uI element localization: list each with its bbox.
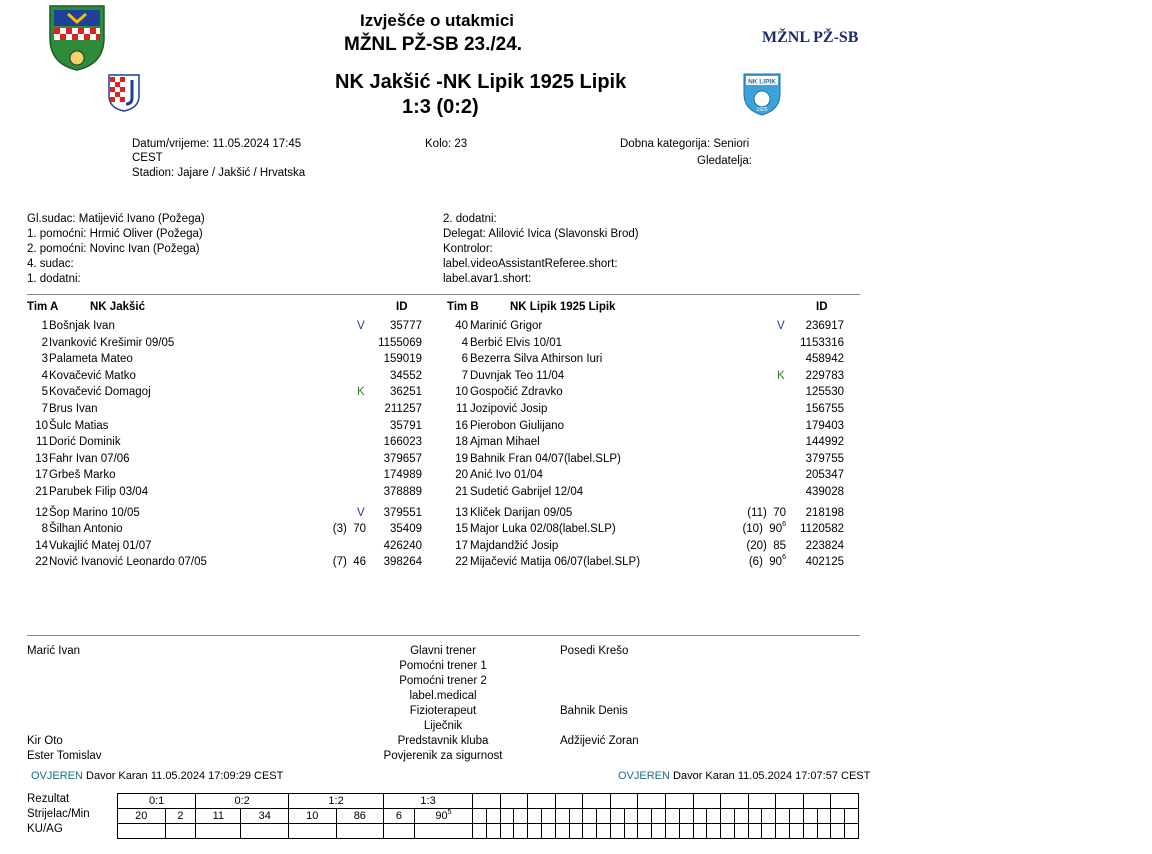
card-cell xyxy=(500,824,514,839)
player-number: 14 xyxy=(35,539,48,552)
player-name: Bahnik Fran 04/07(label.SLP) xyxy=(470,452,621,465)
card-cell xyxy=(624,824,638,839)
added-time: 6 xyxy=(782,521,786,529)
player-number: 7 xyxy=(461,369,468,382)
stadium: Stadion: Jajare / Jakšić / Hrvatska xyxy=(132,167,306,179)
player-name: Marinić Grigor xyxy=(470,320,543,332)
player-number: 40 xyxy=(455,320,468,332)
minute-cell xyxy=(514,809,528,824)
card-cell xyxy=(583,824,597,839)
card-cell xyxy=(679,824,693,839)
player-id: 379657 xyxy=(383,452,422,465)
player-name: Kovačević Domagoj xyxy=(49,386,151,399)
round: Kolo: 23 xyxy=(425,138,468,150)
player-number: 21 xyxy=(455,486,468,498)
player-name: Jozipović Josip xyxy=(470,403,548,415)
player-name: Bezerra Silva Athirson Iuri xyxy=(470,353,603,366)
result-cell xyxy=(500,794,528,809)
player-name: Dorić Dominik xyxy=(49,436,121,449)
player-number: 11 xyxy=(36,436,48,449)
player-number: 22 xyxy=(455,556,468,569)
player-number: 19 xyxy=(455,452,468,465)
spectators: Gledatelja: xyxy=(697,155,752,167)
scorer-number-cell xyxy=(528,809,542,824)
player-id: 1155069 xyxy=(378,336,422,349)
report-title: Izvješće o utakmici xyxy=(360,11,515,30)
card-cell xyxy=(384,824,415,839)
card-cell xyxy=(118,824,166,839)
player-id: 378889 xyxy=(383,486,422,498)
minute-cell xyxy=(569,809,583,824)
official-line: label.videoAssistantReferee.short: xyxy=(443,258,618,270)
added-time: 6 xyxy=(782,554,786,562)
player-number: 8 xyxy=(41,523,48,536)
scorer-number-cell xyxy=(583,809,597,824)
scorer-number-cell xyxy=(500,809,514,824)
staff-role: Pomoćni trener 2 xyxy=(399,675,487,687)
divider-teams xyxy=(27,294,860,295)
player-role-mark: V xyxy=(357,506,365,519)
scorer-number-cell xyxy=(748,809,762,824)
scorer-number-cell xyxy=(803,809,817,824)
player-name: Ajman Mihael xyxy=(470,436,540,449)
player-name: Fahr Ivan 07/06 xyxy=(49,452,130,465)
staff-role: Predstavnik kluba xyxy=(397,735,489,747)
card-cell xyxy=(597,824,611,839)
player-name: Parubek Filip 03/04 xyxy=(49,486,149,498)
verified-label-left: OVJEREN xyxy=(31,770,83,782)
player-id: 402125 xyxy=(805,556,844,569)
card-cell xyxy=(528,824,542,839)
player-name: Brus Ivan xyxy=(49,403,98,415)
minute-cell xyxy=(597,809,611,824)
player-name: Sudetić Gabrijel 12/04 xyxy=(470,486,584,498)
staff-left-name: Kir Oto xyxy=(27,735,63,747)
verified-text-left: Davor Karan 11.05.2024 17:09:29 CEST xyxy=(86,770,284,782)
official-line: 2. pomoćni: Novinc Ivan (Požega) xyxy=(27,243,200,255)
card-cell xyxy=(165,824,196,839)
minute-cell: 34 xyxy=(241,809,289,824)
minute-cell xyxy=(624,809,638,824)
player-id: 236917 xyxy=(805,320,844,332)
player-id: 174989 xyxy=(383,469,422,482)
verified-right xyxy=(618,770,870,782)
result-cell xyxy=(638,794,666,809)
league-label: MŽNL PŽ-SB xyxy=(762,29,859,46)
player-number: 21 xyxy=(35,486,48,498)
player-number: 1 xyxy=(41,320,48,332)
row-label-scorer: Strijelac/Min xyxy=(27,808,90,820)
result-cell xyxy=(583,794,611,809)
result-cell xyxy=(776,794,804,809)
staff-right-name: Adžijević Zoran xyxy=(560,735,639,747)
team-b-name: NK Lipik 1925 Lipik xyxy=(510,301,616,313)
player-number: 16 xyxy=(455,419,468,432)
card-cell xyxy=(748,824,762,839)
minute-cell xyxy=(817,809,831,824)
minute-cell xyxy=(707,809,721,824)
club-crest-left xyxy=(48,4,106,72)
player-id: 34552 xyxy=(390,369,422,382)
card-cell xyxy=(803,824,817,839)
minute-cell xyxy=(486,809,500,824)
team-b-label: Tim B xyxy=(447,301,479,313)
card-cell xyxy=(734,824,748,839)
verified-left xyxy=(31,770,283,782)
result-cell xyxy=(721,794,749,809)
added-time: 5 xyxy=(447,809,452,816)
player-number: 7 xyxy=(41,403,48,415)
official-line: 4. sudac: xyxy=(27,258,74,270)
player-id: 159019 xyxy=(383,353,422,366)
player-number: 4 xyxy=(41,369,48,382)
card-cell xyxy=(555,824,569,839)
player-id: 439028 xyxy=(805,486,844,498)
timezone: CEST xyxy=(132,152,163,164)
scorer-number-cell: 6 xyxy=(384,809,415,824)
scorer-number-cell xyxy=(555,809,569,824)
result-cell: 1:2 xyxy=(289,794,384,809)
player-id: 398264 xyxy=(383,556,422,569)
minute-cell: $90^5$ xyxy=(414,809,472,824)
card-cell xyxy=(845,824,859,839)
substitution-info: (7) 46 xyxy=(332,556,366,569)
player-number: 6 xyxy=(461,353,468,366)
staff-role: label.medical xyxy=(409,690,477,702)
card-cell xyxy=(196,824,241,839)
minute-cell xyxy=(845,809,859,824)
scorer-number-cell xyxy=(473,809,487,824)
player-number: 10 xyxy=(35,419,48,432)
row-label-result: Rezultat xyxy=(27,793,70,805)
player-id: 156755 xyxy=(805,403,844,415)
card-cell xyxy=(289,824,337,839)
result-cell: 0:2 xyxy=(196,794,289,809)
substitution-info: (6) $90^6$ xyxy=(748,554,786,569)
staff-left-name: Ester Tomislav xyxy=(27,750,102,762)
player-name: Berbić Elvis 10/01 xyxy=(470,336,563,349)
player-id: 36251 xyxy=(390,386,422,399)
staff-left-name: Marić Ivan xyxy=(27,645,81,657)
scorer-number-cell: 10 xyxy=(289,809,337,824)
scorer-number-cell xyxy=(776,809,790,824)
staff-role: Fizioterapeut xyxy=(409,705,477,717)
scorer-number-cell xyxy=(693,809,707,824)
competition-title: MŽNL PŽ-SB 23./24. xyxy=(344,34,523,55)
substitution-info: (11) 70 xyxy=(747,506,786,519)
minute-cell xyxy=(790,809,804,824)
card-cell xyxy=(707,824,721,839)
card-cell xyxy=(569,824,583,839)
player-number: 13 xyxy=(35,452,48,465)
player-name: Pierobon Giulijano xyxy=(470,419,564,432)
match-title: NK Jakšić -NK Lipik 1925 Lipik xyxy=(335,71,627,93)
player-id: 379755 xyxy=(805,452,844,465)
verified-label-right: OVJEREN xyxy=(618,770,670,782)
player-name: Šop Marino 10/05 xyxy=(49,506,140,519)
player-name: Grbeš Marko xyxy=(49,469,116,482)
player-id: 205347 xyxy=(805,469,844,482)
right-logo-text: NK LIPIK xyxy=(748,78,776,86)
result-cell xyxy=(693,794,721,809)
card-cell xyxy=(486,824,500,839)
player-number: 10 xyxy=(455,386,468,399)
card-cell xyxy=(414,824,472,839)
player-id: 1153316 xyxy=(800,336,844,349)
player-role-mark: V xyxy=(777,320,785,332)
player-name: Palameta Mateo xyxy=(49,353,133,366)
player-name: Kliček Darijan 09/05 xyxy=(470,506,573,519)
player-id: 379551 xyxy=(383,506,422,519)
player-name: Duvnjak Teo 11/04 xyxy=(470,369,565,382)
official-line: Gl.sudac: Matijević Ivano (Požega) xyxy=(27,213,205,225)
official-line: 1. dodatni: xyxy=(27,273,81,285)
player-name: Mijačević Matija 06/07(label.SLP) xyxy=(470,556,641,569)
player-role-mark: K xyxy=(357,386,365,399)
player-number: 15 xyxy=(455,523,468,536)
official-line: 1. pomoćni: Hrmić Oliver (Požega) xyxy=(27,228,203,240)
player-name: Šulc Matias xyxy=(49,419,109,432)
card-cell xyxy=(776,824,790,839)
divider-staff xyxy=(27,635,860,636)
staff-role: Pomoćni trener 1 xyxy=(399,660,487,672)
card-cell xyxy=(514,824,528,839)
official-line: Delegat: Alilović Ivica (Slavonski Brod) xyxy=(443,228,639,240)
row-label-cards: KU/AG xyxy=(27,823,63,835)
card-cell xyxy=(336,824,384,839)
card-cell xyxy=(721,824,735,839)
player-role-mark: V xyxy=(357,320,365,332)
player-id: 144992 xyxy=(805,436,844,449)
staff-role: Povjerenik za sigurnost xyxy=(383,750,503,762)
team-b-id-header: ID xyxy=(816,301,828,313)
minute-cell xyxy=(734,809,748,824)
card-cell xyxy=(541,824,555,839)
scorer-number-cell xyxy=(638,809,652,824)
result-cell: 1:3 xyxy=(384,794,473,809)
player-id: 223824 xyxy=(805,539,844,552)
player-name: Šilhan Antonio xyxy=(49,523,123,536)
player-name: Bošnjak Ivan xyxy=(49,320,115,332)
card-cell xyxy=(831,824,845,839)
player-name: Kovačević Matko xyxy=(49,369,136,382)
result-cell xyxy=(528,794,556,809)
match-score: 1:3 (0:2) xyxy=(402,96,479,118)
player-id: 211257 xyxy=(384,403,422,415)
staff-right-name: Bahnik Denis xyxy=(560,705,628,717)
player-id: 1120582 xyxy=(800,523,844,536)
player-number: 2 xyxy=(41,336,48,349)
staff-role: Glavni trener xyxy=(410,645,476,657)
result-cell xyxy=(831,794,859,809)
age-category: Dobna kategorija: Seniori xyxy=(620,138,750,150)
scorer-number-cell xyxy=(721,809,735,824)
club-logo-right xyxy=(741,70,783,116)
player-name: Major Luka 02/08(label.SLP) xyxy=(470,523,616,536)
player-name: Nović Ivanović Leonardo 07/05 xyxy=(49,556,207,569)
scorer-number-cell: 11 xyxy=(196,809,241,824)
player-number: 11 xyxy=(456,403,468,415)
scorer-number-cell xyxy=(831,809,845,824)
official-line: label.avar1.short: xyxy=(443,273,532,285)
card-cell xyxy=(652,824,666,839)
team-a-label: Tim A xyxy=(27,301,59,313)
officials-left xyxy=(27,212,205,287)
result-cell xyxy=(748,794,776,809)
team-a-name: NK Jakšić xyxy=(90,301,145,313)
minute-cell xyxy=(762,809,776,824)
right-logo-year: 1925 xyxy=(756,107,768,113)
player-name: Gospočić Zdravko xyxy=(470,386,563,399)
substitution-info: (10) $90^6$ xyxy=(742,521,786,536)
player-name: Ivanković Krešimir 09/05 xyxy=(49,336,175,349)
card-cell xyxy=(241,824,289,839)
player-number: 17 xyxy=(35,469,48,482)
player-number: 12 xyxy=(35,506,48,519)
card-cell xyxy=(638,824,652,839)
player-name: Vukajlić Matej 01/07 xyxy=(49,539,152,552)
card-cell xyxy=(817,824,831,839)
datetime: Datum/vrijeme: 11.05.2024 17:45 xyxy=(132,138,302,150)
player-id: 458942 xyxy=(805,353,844,366)
player-number: 18 xyxy=(455,436,468,449)
card-cell xyxy=(762,824,776,839)
official-line: 2. dodatni: xyxy=(443,213,497,225)
player-name: Majdandžić Josip xyxy=(470,539,559,552)
scorer-number-cell xyxy=(610,809,624,824)
player-number: 20 xyxy=(455,469,468,482)
substitution-info: (20) 85 xyxy=(746,539,786,552)
card-cell xyxy=(473,824,487,839)
player-id: 35791 xyxy=(390,419,422,432)
minute-cell xyxy=(541,809,555,824)
minute-cell: 86 xyxy=(336,809,384,824)
result-cell xyxy=(473,794,501,809)
card-cell xyxy=(693,824,707,839)
player-number: 3 xyxy=(41,353,48,366)
player-number: 17 xyxy=(455,539,468,552)
scorer-number-cell: 20 xyxy=(118,809,166,824)
player-id: 35777 xyxy=(390,320,422,332)
player-id: 125530 xyxy=(805,386,844,399)
player-name: Anić Ivo 01/04 xyxy=(470,469,543,482)
officials-right xyxy=(443,212,639,287)
player-id: 179403 xyxy=(805,419,844,432)
player-id: 35409 xyxy=(390,523,422,536)
player-number: 4 xyxy=(461,336,468,349)
card-cell xyxy=(666,824,680,839)
player-number: 13 xyxy=(455,506,468,519)
minute-cell: 2 xyxy=(165,809,196,824)
player-id: 218198 xyxy=(805,506,844,519)
result-cell xyxy=(555,794,583,809)
official-line: Kontrolor: xyxy=(443,243,493,255)
player-role-mark: K xyxy=(777,369,785,382)
result-cell xyxy=(803,794,831,809)
verified-text-right: Davor Karan 11.05.2024 17:07:57 CEST xyxy=(673,770,871,782)
substitution-info: (3) 70 xyxy=(332,523,366,536)
player-number: 5 xyxy=(41,386,48,399)
minute-cell xyxy=(652,809,666,824)
player-id: 229783 xyxy=(805,369,844,382)
result-cell: 0:1 xyxy=(118,794,196,809)
player-id: 426240 xyxy=(383,539,422,552)
result-cell xyxy=(666,794,694,809)
card-cell xyxy=(610,824,624,839)
card-cell xyxy=(790,824,804,839)
result-cell xyxy=(610,794,638,809)
player-id: 166023 xyxy=(383,436,422,449)
team-a-id-header: ID xyxy=(396,301,408,313)
club-logo-small-left xyxy=(108,74,140,112)
minute-cell xyxy=(679,809,693,824)
result-grid xyxy=(117,793,859,839)
scorer-number-cell xyxy=(666,809,680,824)
staff-role: Liječnik xyxy=(423,720,463,732)
player-number: 22 xyxy=(35,556,48,569)
staff-right-name: Posedi Krešo xyxy=(560,645,629,657)
